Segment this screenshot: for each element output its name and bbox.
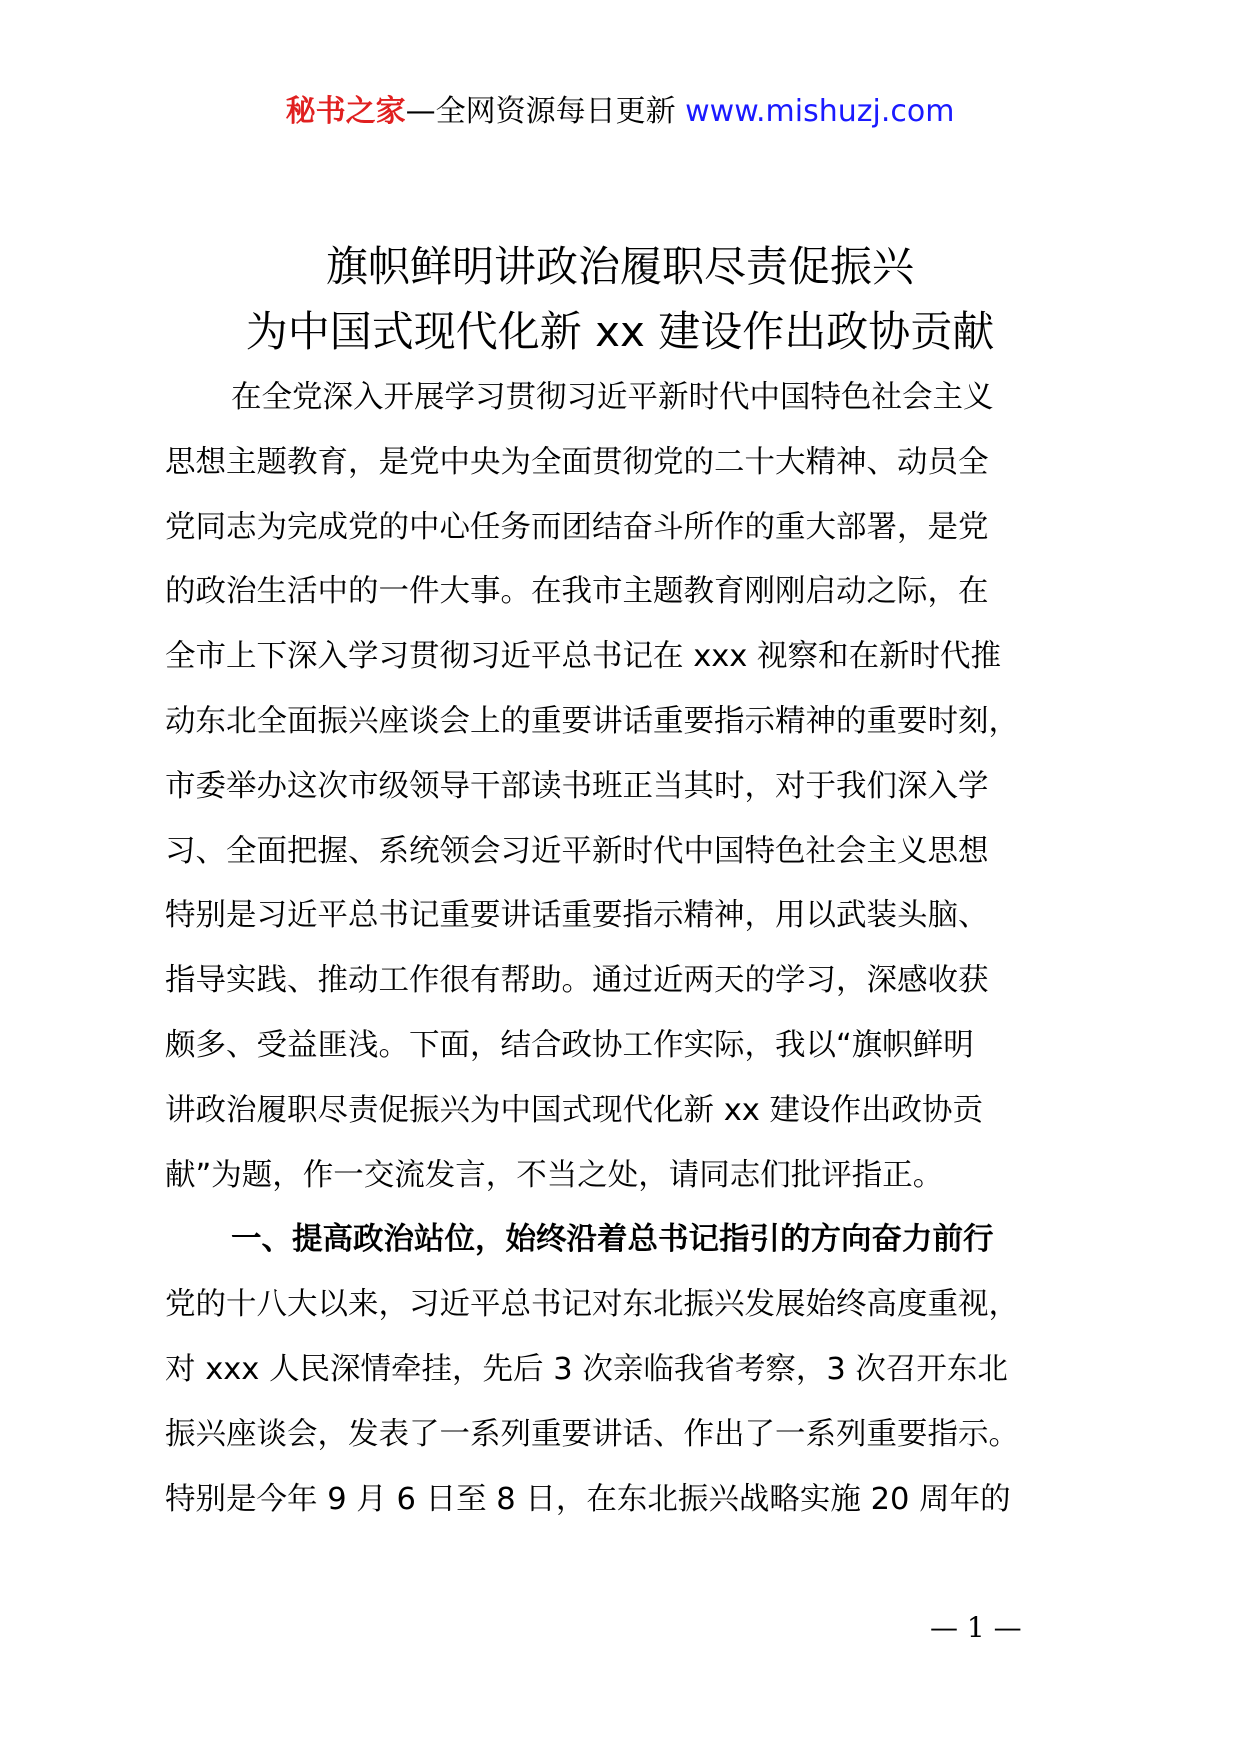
body-line: 颇多、受益匪浅。下面，结合政协工作实际，我以“旗帜鲜明 — [165, 1027, 974, 1063]
body-line: 振兴座谈会，发表了一系列重要讲话、作出了一系列重要指示。 — [165, 1416, 1019, 1452]
body-line: 全市上下深入学习贯彻习近平总书记在 xxx 视察和在新时代推 — [165, 639, 1002, 675]
body-line: 在全党深入开展学习贯彻习近平新时代中国特色社会主义 — [231, 380, 994, 415]
site-header — [0, 92, 1240, 132]
document-title-line-1: 旗帜鲜明讲政治履职尽责促振兴 — [325, 242, 914, 291]
body-line: 指导实践、推动工作很有帮助。通过近两天的学习，深感收获 — [165, 963, 989, 999]
body-line: 党同志为完成党的中心任务而团结奋斗所作的重大部署，是党 — [165, 509, 989, 545]
document-body — [165, 366, 1090, 1532]
body-line: 讲政治履职尽责促振兴为中国式现代化新 xx 建设作出政协贡 — [165, 1092, 983, 1128]
section-heading: 一、提高政治站位，始终沿着总书记指引的方向奋力前行 — [231, 1222, 994, 1258]
site-slogan: —全网资源每日更新 — [405, 94, 676, 129]
body-line: 特别是今年 9 月 6 日至 8 日，在东北振兴战略实施 20 周年的 — [165, 1481, 1011, 1517]
body-line: 思想主题教育，是党中央为全面贯彻党的二十大精神、动员全 — [165, 444, 989, 480]
document-title-line-2: 为中国式现代化新 xx 建设作出政协贡献 — [245, 307, 995, 356]
site-url-link[interactable]: www.mishuzj.com — [685, 94, 955, 129]
body-line: 献”为题，作一交流发言，不当之处，请同志们批评指正。 — [165, 1157, 944, 1193]
page-number: — 1 — — [930, 1611, 1022, 1644]
body-line: 市委举办这次市级领导干部读书班正当其时，对于我们深入学 — [165, 768, 989, 804]
body-line: 习、全面把握、系统领会习近平新时代中国特色社会主义思想 — [165, 833, 989, 869]
body-line: 特别是习近平总书记重要讲话重要指示精神，用以武装头脑、 — [165, 898, 989, 934]
body-line: 对 xxx 人民深情牵挂，先后 3 次亲临我省考察，3 次召开东北 — [165, 1351, 1008, 1387]
body-line: 的政治生活中的一件大事。在我市主题教育刚刚启动之际，在 — [165, 574, 989, 610]
site-brand: 秘书之家 — [285, 94, 406, 129]
body-line: 动东北全面振兴座谈会上的重要讲话重要指示精神的重要时刻， — [165, 703, 1019, 739]
body-line: 党的十八大以来，习近平总书记对东北振兴发展始终高度重视， — [165, 1287, 1019, 1323]
